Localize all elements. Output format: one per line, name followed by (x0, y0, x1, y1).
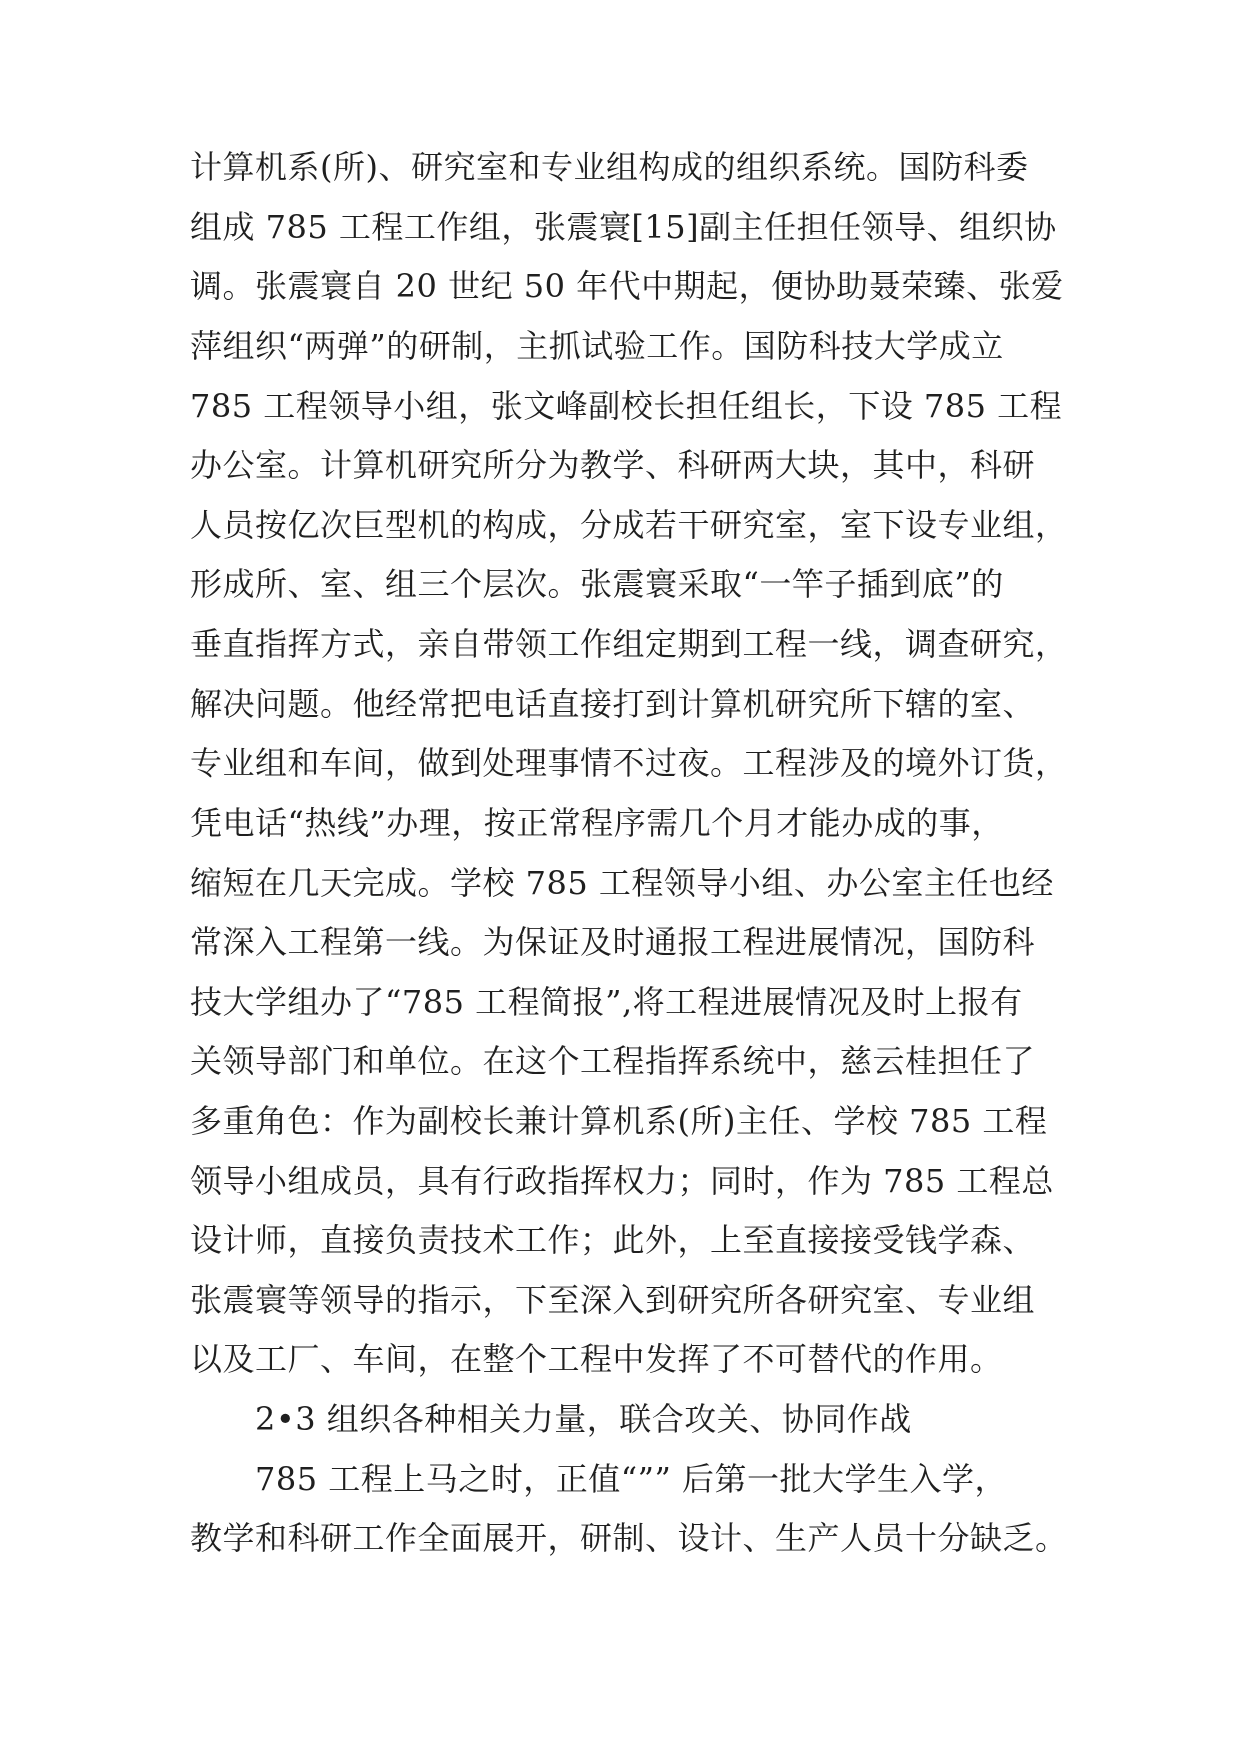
text-line: 调。张震寰自 20 世纪 50 年代中期起，便协助聂荣臻、张爱 (190, 267, 1064, 305)
text-line: 组成 785 工程工作组，张震寰[15]副主任担任领导、组织协 (190, 208, 1057, 246)
text-line: 凭电话“热线”办理，按正常程序需几个月才能办成的事， (190, 804, 1004, 842)
text-line: 办公室。计算机研究所分为教学、科研两大块，其中，科研 (190, 446, 1036, 484)
text-line: 人员按亿次巨型机的构成，分成若干研究室，室下设专业组， (190, 506, 1068, 544)
text-line: 解决问题。他经常把电话直接打到计算机研究所下辖的室、 (190, 685, 1036, 723)
text-line: 设计师，直接负责技术工作；此外，上至直接接受钱学森、 (190, 1221, 1036, 1259)
text-line: 形成所、室、组三个层次。张震寰采取“一竿子插到底”的 (190, 565, 1004, 603)
text-line: 785 工程上马之时，正值“”” 后第一批大学生入学， (255, 1460, 1008, 1498)
text-line: 领导小组成员，具有行政指挥权力；同时，作为 785 工程总 (190, 1162, 1054, 1200)
text-line: 技大学组办了“785 工程简报”,将工程进展情况及时上报有 (190, 983, 1023, 1021)
text-line: 以及工厂、车间，在整个工程中发挥了不可替代的作用。 (190, 1340, 1003, 1378)
text-line: 专业组和车间，做到处理事情不过夜。工程涉及的境外订货， (190, 744, 1068, 782)
text-line: 785 工程领导小组，张文峰副校长担任组长，下设 785 工程 (190, 387, 1063, 425)
text-line: 教学和科研工作全面展开，研制、设计、生产人员十分缺乏。 (190, 1519, 1068, 1557)
text-line: 萍组织“两弹”的研制，主抓试验工作。国防科技大学成立 (190, 327, 1004, 365)
text-line: 缩短在几天完成。学校 785 工程领导小组、办公室主任也经 (190, 864, 1054, 902)
text-line: 垂直指挥方式，亲自带领工作组定期到工程一线，调查研究， (190, 625, 1068, 663)
text-line: 计算机系(所)、研究室和专业组构成的组织系统。国防科委 (190, 148, 1029, 186)
text-line: 常深入工程第一线。为保证及时通报工程进展情况，国防科 (190, 923, 1036, 961)
text-line: 多重角色：作为副校长兼计算机系(所)主任、学校 785 工程 (190, 1102, 1048, 1140)
text-line: 关领导部门和单位。在这个工程指挥系统中，慈云桂担任了 (190, 1042, 1036, 1080)
section-heading: 2•3 组织各种相关力量，联合攻关、协同作战 (255, 1400, 912, 1438)
text-line: 张震寰等领导的指示，下至深入到研究所各研究室、专业组 (190, 1281, 1036, 1319)
